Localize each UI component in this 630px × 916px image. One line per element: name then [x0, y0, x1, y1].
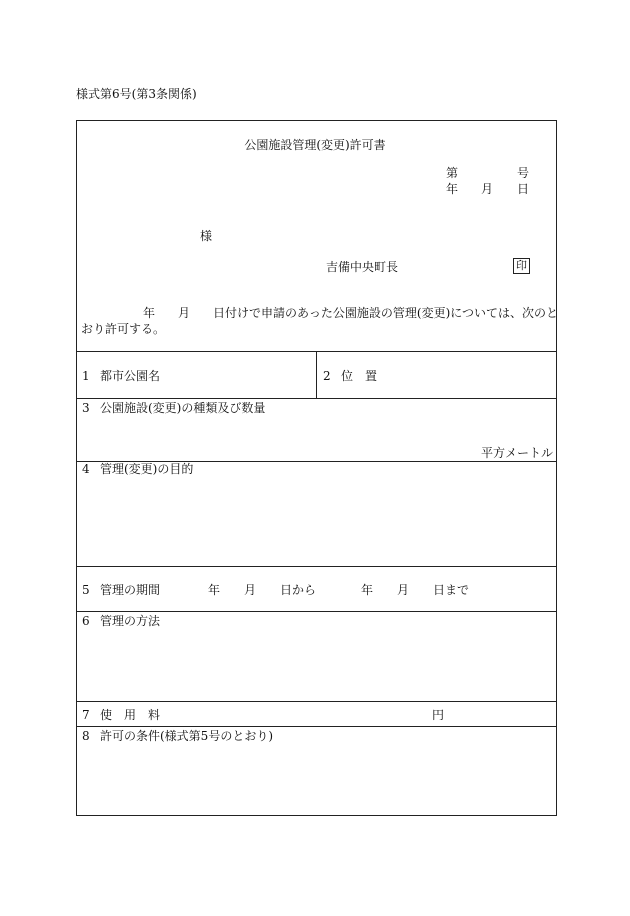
- facility-unit: 平方メートル: [481, 446, 554, 460]
- park-name-label: 都市公園名: [100, 369, 161, 383]
- period-end-month: 月: [397, 583, 410, 597]
- facility-no: 3: [82, 401, 90, 415]
- date-month: 月: [481, 182, 494, 196]
- fee-no: 7: [82, 708, 90, 722]
- seal-box: 印: [513, 258, 530, 274]
- doc-no-suffix: 号: [517, 166, 530, 180]
- location-no: 2: [323, 369, 331, 383]
- row-divider: [76, 726, 557, 727]
- period-start-month: 月: [244, 583, 257, 597]
- purpose-label: 管理(変更)の目的: [100, 462, 194, 476]
- row-divider: [76, 701, 557, 702]
- conditions-label: 許可の条件(様式第5号のとおり): [100, 729, 273, 743]
- period-start-day: 日から: [280, 583, 317, 597]
- conditions-no: 8: [82, 729, 90, 743]
- facility-label: 公園施設(変更)の種類及び数量: [100, 401, 266, 415]
- addressee-suffix: 様: [200, 229, 213, 243]
- body-year: 年: [143, 306, 156, 320]
- period-start-year: 年: [208, 583, 221, 597]
- period-end-day: 日まで: [433, 583, 470, 597]
- method-label: 管理の方法: [100, 614, 161, 628]
- body-text: 日付けで申請のあった公園施設の管理(変更)については、次のと: [213, 306, 559, 320]
- period-no: 5: [82, 583, 90, 597]
- park-name-no: 1: [82, 369, 90, 383]
- location-label: 位 置: [341, 369, 378, 383]
- issuer-name: 吉備中央町長: [326, 260, 399, 274]
- doc-no-prefix: 第: [446, 166, 459, 180]
- body-month: 月: [178, 306, 191, 320]
- purpose-no: 4: [82, 462, 90, 476]
- row-divider: [76, 398, 557, 399]
- fee-unit: 円: [432, 708, 445, 722]
- fee-label: 使 用 料: [100, 708, 161, 722]
- date-day: 日: [517, 182, 530, 196]
- row-divider: [76, 566, 557, 567]
- body-text-line2: おり許可する。: [81, 322, 166, 336]
- document-title: 公園施設管理(変更)許可書: [244, 138, 386, 152]
- form-number: 様式第6号(第3条関係): [76, 87, 197, 101]
- method-no: 6: [82, 614, 90, 628]
- date-year: 年: [446, 182, 459, 196]
- period-end-year: 年: [361, 583, 374, 597]
- row-divider: [76, 611, 557, 612]
- column-divider: [316, 351, 317, 398]
- period-label: 管理の期間: [100, 583, 161, 597]
